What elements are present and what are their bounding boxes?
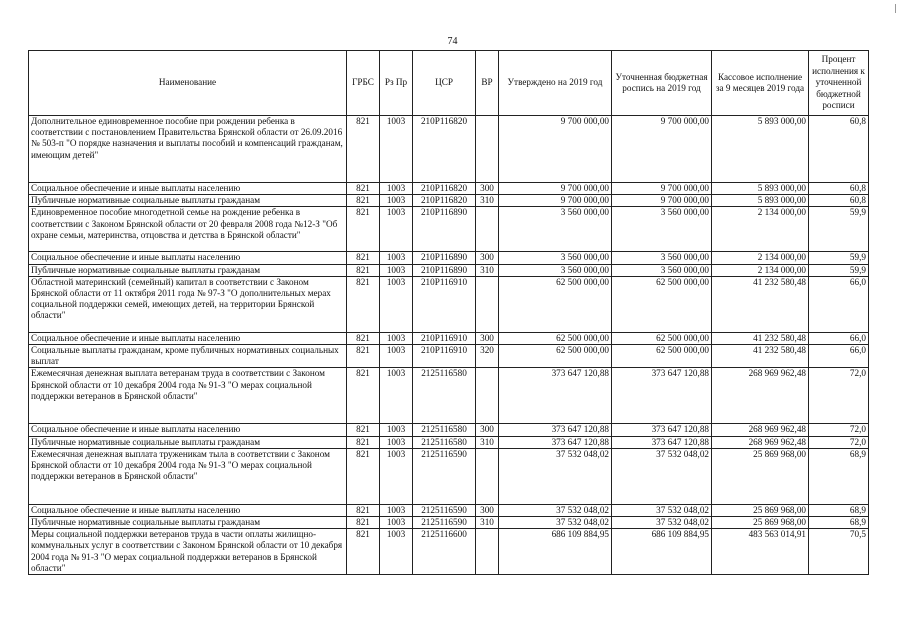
cell-cash: 41 232 580,48 <box>712 332 809 344</box>
cell-vr: 300 <box>476 424 499 436</box>
cell-vr: 300 <box>476 332 499 344</box>
cell-name: Меры социальной поддержки ветеранов труда в части оплаты жилищно-коммунальных услуг в соответствии с Законом Брянской области от 10 декабря 2004 года № 91-З "О мерах социальной поддержки ветеранов в Брянской области" <box>29 529 347 575</box>
cell-csr: 2125116590 <box>413 517 476 529</box>
cell-csr: 210Р116890 <box>413 264 476 276</box>
cell-percent: 59,9 <box>809 252 869 264</box>
table-row <box>29 276 869 332</box>
cell-vr: 300 <box>476 252 499 264</box>
cell-grbs: 821 <box>347 529 380 575</box>
table-row <box>29 195 869 207</box>
cell-rzpr: 1003 <box>380 116 413 183</box>
cell-rzpr: 1003 <box>380 332 413 344</box>
cell-vr <box>476 448 499 504</box>
cell-grbs: 821 <box>347 264 380 276</box>
cell-name: Единовременное пособие многодетной семье на рождение ребенка в соответствии с Законом Брянской области от 20 февраля 2008 года №12-З "Об охране семьи, материнства, отцовства и детства в Брянской области" <box>29 207 347 252</box>
table-row <box>29 517 869 529</box>
cell-cash: 268 969 962,48 <box>712 436 809 448</box>
column-header-cash: Кассовое исполнение за 9 месяцев 2019 года <box>712 51 809 116</box>
cell-cash: 5 893 000,00 <box>712 116 809 183</box>
cell-csr: 210Р116820 <box>413 183 476 195</box>
cell-csr: 210Р116820 <box>413 116 476 183</box>
cell-cash: 5 893 000,00 <box>712 183 809 195</box>
cell-rzpr: 1003 <box>380 517 413 529</box>
cell-percent: 68,9 <box>809 517 869 529</box>
cell-vr: 300 <box>476 183 499 195</box>
cell-csr: 210Р116820 <box>413 195 476 207</box>
table-row <box>29 504 869 516</box>
cell-vr: 320 <box>476 345 499 368</box>
cell-cash: 25 869 968,00 <box>712 504 809 516</box>
cell-percent: 68,9 <box>809 504 869 516</box>
cell-percent: 68,9 <box>809 448 869 504</box>
cell-name: Публичные нормативные социальные выплаты гражданам <box>29 517 347 529</box>
cell-name: Ежемесячная денежная выплата ветеранам труда в соответствии с Законом Брянской области от 10 декабря 2004 года № 91-З "О мерах социальной поддержки ветеранов в Брянской области" <box>29 368 347 424</box>
table-row <box>29 207 869 252</box>
cell-grbs: 821 <box>347 207 380 252</box>
table-row <box>29 252 869 264</box>
cell-vr <box>476 276 499 332</box>
cell-approved: 62 500 000,00 <box>499 332 612 344</box>
page-number: 74 <box>447 36 458 47</box>
table-row <box>29 264 869 276</box>
cell-csr: 210Р116910 <box>413 276 476 332</box>
cell-name: Ежемесячная денежная выплата труженикам тыла в соответствии с Законом Брянской области от 10 декабря 2004 года № 91-З "О мерах социальной поддержки ветеранов в Брянской области" <box>29 448 347 504</box>
cell-approved: 9 700 000,00 <box>499 183 612 195</box>
cell-refined: 373 647 120,88 <box>612 436 712 448</box>
cell-percent: 72,0 <box>809 368 869 424</box>
cell-grbs: 821 <box>347 517 380 529</box>
cell-refined: 3 560 000,00 <box>612 207 712 252</box>
cell-vr: 310 <box>476 517 499 529</box>
cell-percent: 60,8 <box>809 195 869 207</box>
cell-csr: 210Р116910 <box>413 332 476 344</box>
column-header-refined: Уточненная бюджетная роспись на 2019 год <box>612 51 712 116</box>
cell-grbs: 821 <box>347 424 380 436</box>
cell-approved: 3 560 000,00 <box>499 264 612 276</box>
cell-percent: 60,8 <box>809 183 869 195</box>
column-header-name: Наименование <box>29 51 347 116</box>
cell-rzpr: 1003 <box>380 368 413 424</box>
cell-grbs: 821 <box>347 183 380 195</box>
cell-rzpr: 1003 <box>380 504 413 516</box>
cell-refined: 9 700 000,00 <box>612 195 712 207</box>
cell-name: Публичные нормативные социальные выплаты гражданам <box>29 195 347 207</box>
cell-rzpr: 1003 <box>380 424 413 436</box>
cell-rzpr: 1003 <box>380 252 413 264</box>
cell-csr: 210Р116890 <box>413 207 476 252</box>
cell-approved: 62 500 000,00 <box>499 345 612 368</box>
cell-rzpr: 1003 <box>380 264 413 276</box>
cell-percent: 66,0 <box>809 345 869 368</box>
column-header-csr: ЦСР <box>413 51 476 116</box>
table-row <box>29 116 869 183</box>
cell-grbs: 821 <box>347 504 380 516</box>
cell-grbs: 821 <box>347 116 380 183</box>
cell-rzpr: 1003 <box>380 436 413 448</box>
cell-cash: 41 232 580,48 <box>712 276 809 332</box>
cell-name: Социальное обеспечение и иные выплаты населению <box>29 332 347 344</box>
cell-cash: 2 134 000,00 <box>712 252 809 264</box>
cell-csr: 2125116590 <box>413 504 476 516</box>
cell-percent: 66,0 <box>809 332 869 344</box>
cell-grbs: 821 <box>347 276 380 332</box>
cell-refined: 3 560 000,00 <box>612 252 712 264</box>
column-header-percent: Процент исполнения к уточненной бюджетной росписи <box>809 51 869 116</box>
page-edge-mark <box>895 4 896 13</box>
cell-cash: 25 869 968,00 <box>712 517 809 529</box>
cell-refined: 37 532 048,02 <box>612 448 712 504</box>
cell-vr: 300 <box>476 504 499 516</box>
column-header-approved: Утверждено на 2019 год <box>499 51 612 116</box>
table-row <box>29 448 869 504</box>
cell-percent: 72,0 <box>809 436 869 448</box>
cell-refined: 62 500 000,00 <box>612 332 712 344</box>
cell-refined: 9 700 000,00 <box>612 183 712 195</box>
cell-cash: 2 134 000,00 <box>712 207 809 252</box>
cell-approved: 3 560 000,00 <box>499 207 612 252</box>
cell-name: Социальное обеспечение и иные выплаты населению <box>29 504 347 516</box>
column-header-vr: ВР <box>476 51 499 116</box>
column-header-grbs: ГРБС <box>347 51 380 116</box>
cell-cash: 25 869 968,00 <box>712 448 809 504</box>
table-row <box>29 368 869 424</box>
cell-percent: 59,9 <box>809 207 869 252</box>
cell-grbs: 821 <box>347 332 380 344</box>
cell-percent: 59,9 <box>809 264 869 276</box>
cell-grbs: 821 <box>347 368 380 424</box>
cell-refined: 9 700 000,00 <box>612 116 712 183</box>
budget-execution-table <box>28 50 869 575</box>
cell-grbs: 821 <box>347 448 380 504</box>
cell-cash: 41 232 580,48 <box>712 345 809 368</box>
cell-approved: 37 532 048,02 <box>499 517 612 529</box>
cell-refined: 62 500 000,00 <box>612 345 712 368</box>
cell-csr: 210Р116890 <box>413 252 476 264</box>
cell-vr: 310 <box>476 436 499 448</box>
cell-rzpr: 1003 <box>380 195 413 207</box>
cell-cash: 2 134 000,00 <box>712 264 809 276</box>
table-row <box>29 332 869 344</box>
cell-approved: 37 532 048,02 <box>499 504 612 516</box>
cell-rzpr: 1003 <box>380 207 413 252</box>
cell-approved: 373 647 120,88 <box>499 424 612 436</box>
cell-grbs: 821 <box>347 436 380 448</box>
cell-refined: 3 560 000,00 <box>612 264 712 276</box>
cell-rzpr: 1003 <box>380 448 413 504</box>
cell-csr: 210Р116910 <box>413 345 476 368</box>
cell-vr <box>476 368 499 424</box>
cell-approved: 686 109 884,95 <box>499 529 612 575</box>
cell-vr: 310 <box>476 264 499 276</box>
table-row <box>29 183 869 195</box>
cell-refined: 37 532 048,02 <box>612 504 712 516</box>
cell-percent: 60,8 <box>809 116 869 183</box>
cell-refined: 373 647 120,88 <box>612 424 712 436</box>
cell-approved: 9 700 000,00 <box>499 195 612 207</box>
cell-name: Социальное обеспечение и иные выплаты населению <box>29 252 347 264</box>
cell-approved: 37 532 048,02 <box>499 448 612 504</box>
cell-grbs: 821 <box>347 195 380 207</box>
cell-refined: 686 109 884,95 <box>612 529 712 575</box>
column-header-rzpr: Рз Пр <box>380 51 413 116</box>
cell-name: Областной материнский (семейный) капитал в соответствии с Законом Брянской области от 11 октября 2011 года № 97-З "О дополнительных мерах социальной поддержки семей, имеющих детей, на территории Брянской области" <box>29 276 347 332</box>
cell-grbs: 821 <box>347 345 380 368</box>
cell-vr: 310 <box>476 195 499 207</box>
cell-cash: 268 969 962,48 <box>712 368 809 424</box>
cell-csr: 2125116600 <box>413 529 476 575</box>
cell-name: Публичные нормативные социальные выплаты гражданам <box>29 264 347 276</box>
cell-percent: 72,0 <box>809 424 869 436</box>
cell-approved: 373 647 120,88 <box>499 436 612 448</box>
cell-refined: 37 532 048,02 <box>612 517 712 529</box>
cell-approved: 3 560 000,00 <box>499 252 612 264</box>
cell-vr <box>476 529 499 575</box>
cell-rzpr: 1003 <box>380 529 413 575</box>
cell-csr: 2125116580 <box>413 436 476 448</box>
table-row <box>29 424 869 436</box>
cell-name: Социальные выплаты гражданам, кроме публичных нормативных социальных выплат <box>29 345 347 368</box>
cell-rzpr: 1003 <box>380 276 413 332</box>
cell-percent: 70,5 <box>809 529 869 575</box>
table-row <box>29 529 869 575</box>
cell-name: Социальное обеспечение и иные выплаты населению <box>29 183 347 195</box>
cell-percent: 66,0 <box>809 276 869 332</box>
cell-cash: 483 563 014,91 <box>712 529 809 575</box>
cell-name: Публичные нормативные социальные выплаты гражданам <box>29 436 347 448</box>
table-row <box>29 345 869 368</box>
cell-vr <box>476 116 499 183</box>
cell-approved: 62 500 000,00 <box>499 276 612 332</box>
cell-refined: 62 500 000,00 <box>612 276 712 332</box>
cell-name: Социальное обеспечение и иные выплаты населению <box>29 424 347 436</box>
cell-cash: 5 893 000,00 <box>712 195 809 207</box>
cell-rzpr: 1003 <box>380 345 413 368</box>
table-header-row <box>29 51 869 116</box>
cell-csr: 2125116580 <box>413 368 476 424</box>
cell-name: Дополнительное единовременное пособие при рождении ребенка в соответствии с постановлением Правительства Брянской области от 26.09.2016 № 503-п "О порядке назначения и выплаты пособий и компенсаций гражданам, имеющим детей" <box>29 116 347 183</box>
cell-approved: 373 647 120,88 <box>499 368 612 424</box>
cell-csr: 2125116590 <box>413 448 476 504</box>
cell-refined: 373 647 120,88 <box>612 368 712 424</box>
cell-vr <box>476 207 499 252</box>
cell-cash: 268 969 962,48 <box>712 424 809 436</box>
cell-grbs: 821 <box>347 252 380 264</box>
table-row <box>29 436 869 448</box>
cell-csr: 2125116580 <box>413 424 476 436</box>
cell-approved: 9 700 000,00 <box>499 116 612 183</box>
cell-rzpr: 1003 <box>380 183 413 195</box>
